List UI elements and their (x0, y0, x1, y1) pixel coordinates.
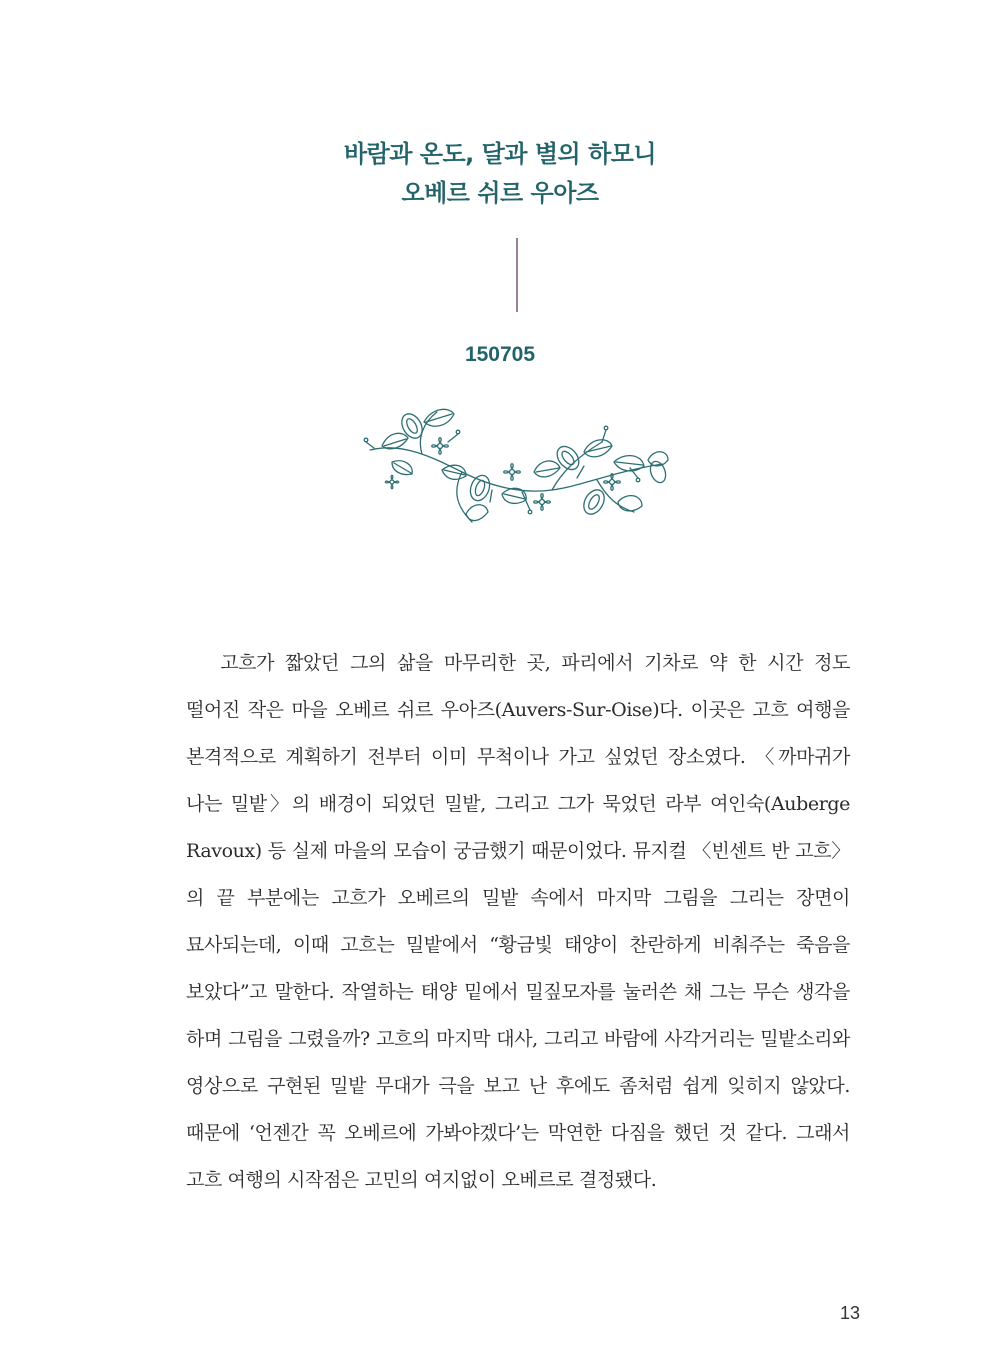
chapter-title-line-1: 바람과 온도, 달과 별의 하모니 (343, 140, 657, 168)
chapter-title-line-2: 오베르 쉬르 우아즈 (401, 179, 599, 207)
floral-branch-icon (362, 402, 672, 542)
page-number: 13 (839, 1303, 860, 1323)
title-divider (516, 238, 518, 312)
chapter-date: 150705 (464, 343, 536, 366)
body-paragraph: 고흐가 짧았던 그의 삶을 마무리한 곳, 파리에서 기차로 약 한 시간 정도 떨어진 작은 마을 오베르 쉬르 우아즈(Auvers-Sur-Oise)다. 이곳은 고흐 여행을 본격적으로 계획하기 전부터 이미 무척이나 가고 싶었던 장소였다. 〈까마귀가 나는 밀밭〉의 배경이 되었던 밀밭, 그리고 그가 묵었던 라부 여인숙(Auberge Ravoux) 등 실제 마을의 모습이 궁금했기 때문이었다. 뮤지컬 〈빈센트 반 고흐〉의 끝 부분에는 고흐가 오베르의 밀밭 속에서 마지막 그림을 그리는 장면이 묘사되는데, 이때 고흐는 밀밭에서 “황금빛 태양이 찬란하게 비춰주는 죽음을 보았다”고 말한다. 작열하는 태양 밑에서 밀짚모자를 눌러쓴 채 그는 무슨 생각을 하며 그림을 그렸을까? 고흐의 마지막 대사, 그리고 바람에 사각거리는 밀밭소리와 영상으로 구현된 밀밭 무대가 극을 보고 난 후에도 좀처럼 쉽게 잊히지 않았다. 때문에 ‘언젠간 꼭 오베르에 가봐야겠다’는 막연한 다짐을 했던 것 같다. 그래서 고흐 여행의 시작점은 고민의 여지없이 오베르로 결정됐다. (186, 652, 850, 1191)
